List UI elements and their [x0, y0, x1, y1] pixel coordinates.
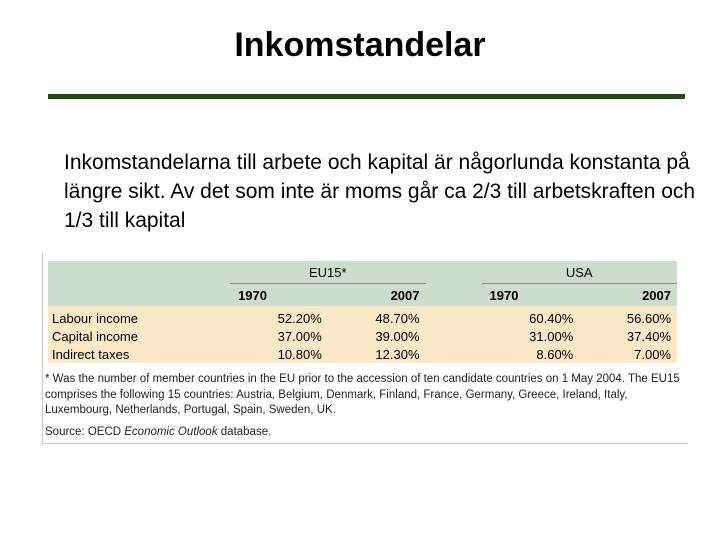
cell-eu-1970: 52.20%: [230, 306, 328, 327]
figure-border-left: [42, 252, 43, 444]
source-prefix: Source: OECD: [45, 426, 125, 438]
year-header-gap: [426, 284, 482, 307]
year-header-usa-1970: 1970: [482, 284, 580, 307]
group-header-usa: USA: [482, 261, 678, 284]
cell-usa-2007: 37.40%: [579, 327, 677, 345]
cell-eu-2007: 12.30%: [328, 345, 426, 363]
cell-usa-1970: 60.40%: [482, 306, 580, 327]
table-row: [48, 306, 677, 327]
source-suffix: database.: [217, 426, 272, 438]
header-gap: [426, 261, 482, 284]
table-year-header: [48, 284, 677, 307]
cell-gap: [426, 327, 482, 345]
cell-eu-2007: 39.00%: [328, 327, 426, 345]
income-share-figure: [38, 252, 688, 444]
cell-gap: [426, 345, 482, 363]
year-header-usa-2007: 2007: [579, 284, 677, 307]
cell-usa-1970: 31.00%: [482, 327, 580, 345]
row-label: Indirect taxes: [48, 345, 230, 363]
slide-body-text: Inkomstandelarna till arbete och kapital är någorlunda konstanta på längre sikt. Av det som inte är moms går ca 2/3 till arbetskraften och 1/3 till kapital: [64, 151, 696, 232]
title-divider: [48, 94, 685, 99]
year-header-blank: [48, 284, 230, 307]
table-group-header: [48, 261, 677, 284]
table-row: [48, 345, 677, 363]
slide-title: Inkomstandelar: [234, 26, 486, 64]
cell-usa-1970: 8.60%: [482, 345, 580, 363]
cell-gap: [426, 306, 482, 327]
row-label: Labour income: [48, 306, 230, 327]
year-header-eu-1970: 1970: [230, 284, 328, 307]
source-title: Economic Outlook: [124, 426, 218, 438]
year-header-eu-2007: 2007: [328, 284, 426, 307]
figure-border-bottom: [42, 443, 688, 444]
header-blank: [48, 261, 230, 284]
cell-eu-1970: 37.00%: [230, 327, 328, 345]
income-share-table: [48, 261, 677, 363]
row-label: Capital income: [48, 327, 230, 345]
cell-usa-2007: 7.00%: [579, 345, 677, 363]
cell-eu-1970: 10.80%: [230, 345, 328, 363]
table-source: [45, 426, 271, 438]
group-header-eu15: EU15*: [230, 261, 426, 284]
cell-eu-2007: 48.70%: [328, 306, 426, 327]
table-footnote: * Was the number of member countries in the EU prior to the accession of ten candidate countries on 1 May 2004. The EU15 comprises the following 15 countries: Austria, Belgium, Denmark, Finland, France, Germany, Greece, Ireland, Italy, Luxembourg, Netherlands, Portugal, Spain, Sweden, UK.: [45, 373, 680, 416]
cell-usa-2007: 56.60%: [579, 306, 677, 327]
table-row: [48, 327, 677, 345]
